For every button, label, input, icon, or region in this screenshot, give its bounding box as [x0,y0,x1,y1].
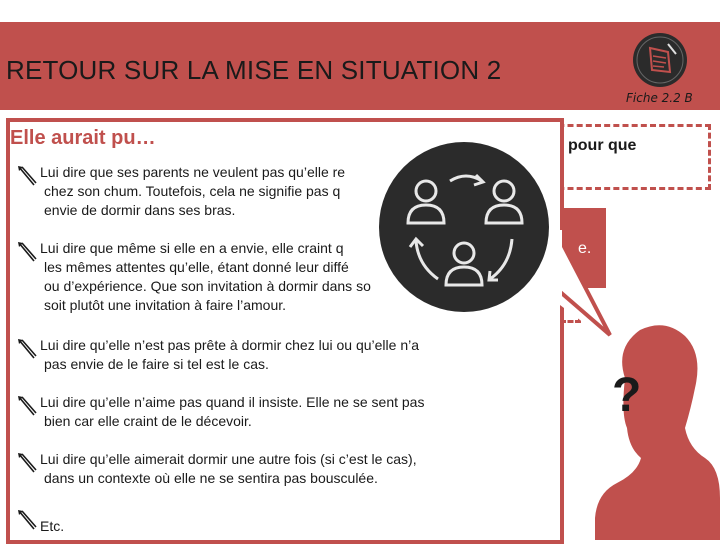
list-item-text: Lui dire qu’elle n’est pas prête à dormir chez lui ou qu’elle n’a [40,337,419,353]
question-mark: ? [612,369,642,422]
dashed-box-text: pour que [568,137,637,154]
logo-icon [632,32,688,88]
list-item [16,393,424,431]
list-item-text: ou d’expérience. Que son invitation à dormir dans so [44,278,371,294]
list-item-text: Etc. [40,518,65,534]
list-item-text: chez son chum. Toutefois, cela ne signifie pas q [44,183,341,199]
pencil-icon [16,165,38,187]
page-title: RETOUR SUR LA MISE EN SITUATION 2 [6,55,502,85]
list-item [16,507,64,536]
list-item [16,239,371,315]
red-callout-text: e. [578,240,592,257]
list-item-text: les mêmes attentes qu’elle, étant donné leur diffé [44,259,349,275]
list-item-text: envie de dormir dans ses bras. [44,202,236,218]
list-item [16,336,419,374]
pencil-icon [16,452,38,474]
list-item-text: soit plutôt une invitation à faire l’amour. [44,297,287,313]
list-item [16,450,417,488]
card-heading: Elle aurait pu… [10,127,156,149]
list-item [16,163,345,220]
pencil-icon [16,338,38,360]
pencil-icon [16,241,38,263]
pencil-icon [16,509,38,531]
list-item-text: Lui dire qu’elle aimerait dormir une autre fois (si c’est le cas), [40,451,417,467]
people-cycle-icon [378,141,550,313]
woman-silhouette-icon [585,318,720,540]
list-item-text: bien car elle craint de le décevoir. [44,413,252,429]
list-item-text: Lui dire que même si elle en a envie, elle craint q [40,240,344,256]
list-item-text: pas envie de le faire si tel est le cas. [44,356,269,372]
pencil-icon [16,395,38,417]
list-item-text: Lui dire que ses parents ne veulent pas qu’elle re [40,164,346,180]
fiche-label: Fiche 2.2 B [626,91,693,105]
list-item-text: dans un contexte où elle ne se sentira pas bousculée. [44,470,378,486]
list-item-text: Lui dire qu’elle n’aime pas quand il insiste. Elle ne se sent pas [40,394,425,410]
